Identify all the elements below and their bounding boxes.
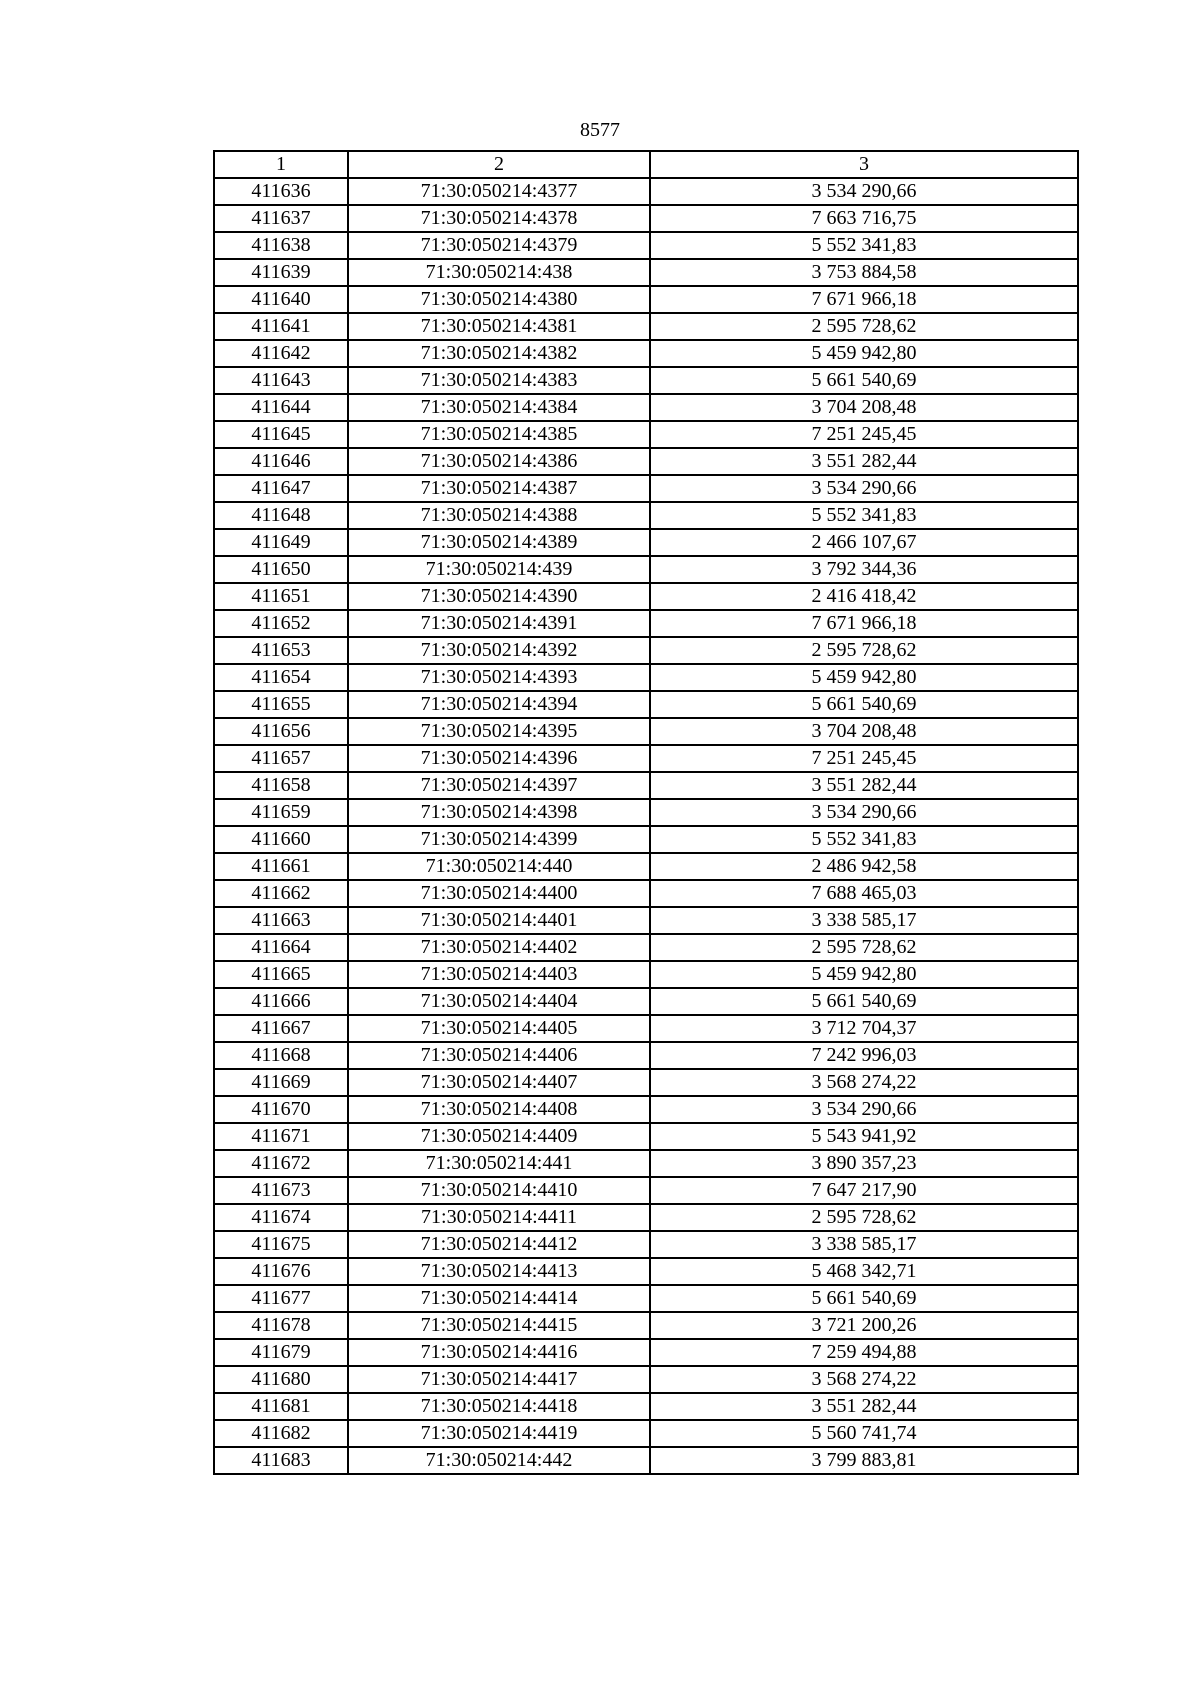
- cadastral-number-cell: 71:30:050214:4387: [348, 475, 650, 502]
- cadastral-number-cell: 71:30:050214:4394: [348, 691, 650, 718]
- cadastral-number-cell: 71:30:050214:438: [348, 259, 650, 286]
- cadastral-value-cell: 3 534 290,66: [650, 475, 1078, 502]
- cadastral-number-cell: 71:30:050214:4378: [348, 205, 650, 232]
- cadastral-value-cell: 5 552 341,83: [650, 502, 1078, 529]
- cadastral-number-cell: 71:30:050214:440: [348, 853, 650, 880]
- cadastral-number-cell: 71:30:050214:4413: [348, 1258, 650, 1285]
- cadastral-value-cell: 3 551 282,44: [650, 1393, 1078, 1420]
- row-number-cell: 411647: [214, 475, 348, 502]
- row-number-cell: 411642: [214, 340, 348, 367]
- cadastral-value-cell: 5 560 741,74: [650, 1420, 1078, 1447]
- cadastral-number-cell: 71:30:050214:4391: [348, 610, 650, 637]
- cadastral-value-cell: 2 595 728,62: [650, 1204, 1078, 1231]
- cadastral-value-cell: 3 753 884,58: [650, 259, 1078, 286]
- row-number-cell: 411673: [214, 1177, 348, 1204]
- cadastral-value-cell: 2 486 942,58: [650, 853, 1078, 880]
- cadastral-number-cell: 71:30:050214:4409: [348, 1123, 650, 1150]
- cadastral-value-cell: 5 468 342,71: [650, 1258, 1078, 1285]
- cadastral-number-cell: 71:30:050214:4388: [348, 502, 650, 529]
- cadastral-value-cell: 2 466 107,67: [650, 529, 1078, 556]
- cadastral-number-cell: 71:30:050214:4411: [348, 1204, 650, 1231]
- cadastral-value-cell: 3 551 282,44: [650, 448, 1078, 475]
- cadastral-value-cell: 5 459 942,80: [650, 340, 1078, 367]
- cadastral-value-cell: 7 671 966,18: [650, 610, 1078, 637]
- row-number-cell: 411663: [214, 907, 348, 934]
- table-row: [214, 1312, 1078, 1339]
- row-number-cell: 411674: [214, 1204, 348, 1231]
- table-header: [214, 151, 1078, 178]
- cadastral-number-cell: 71:30:050214:4416: [348, 1339, 650, 1366]
- table-row: [214, 529, 1078, 556]
- table-row: [214, 556, 1078, 583]
- cadastral-value-cell: 7 259 494,88: [650, 1339, 1078, 1366]
- row-number-cell: 411677: [214, 1285, 348, 1312]
- cadastral-value-cell: 7 251 245,45: [650, 745, 1078, 772]
- table-row: [214, 1042, 1078, 1069]
- row-number-cell: 411668: [214, 1042, 348, 1069]
- table-row: [214, 448, 1078, 475]
- column-header-2: 2: [348, 151, 650, 178]
- cadastral-value-cell: 3 534 290,66: [650, 799, 1078, 826]
- cadastral-number-cell: 71:30:050214:4393: [348, 664, 650, 691]
- row-number-cell: 411678: [214, 1312, 348, 1339]
- cadastral-value-cell: 3 534 290,66: [650, 178, 1078, 205]
- table-row: [214, 259, 1078, 286]
- table-row: [214, 1285, 1078, 1312]
- table-row: [214, 1015, 1078, 1042]
- cadastral-number-cell: 71:30:050214:4414: [348, 1285, 650, 1312]
- table-row: [214, 880, 1078, 907]
- cadastral-value-cell: 5 459 942,80: [650, 664, 1078, 691]
- cadastral-value-cell: 3 338 585,17: [650, 907, 1078, 934]
- cadastral-value-cell: 3 551 282,44: [650, 772, 1078, 799]
- table-row: [214, 1420, 1078, 1447]
- table-row: [214, 502, 1078, 529]
- row-number-cell: 411665: [214, 961, 348, 988]
- row-number-cell: 411648: [214, 502, 348, 529]
- table-row: [214, 475, 1078, 502]
- cadastral-number-cell: 71:30:050214:442: [348, 1447, 650, 1474]
- cadastral-number-cell: 71:30:050214:4399: [348, 826, 650, 853]
- cadastral-number-cell: 71:30:050214:439: [348, 556, 650, 583]
- cadastral-value-table: [213, 150, 1079, 1475]
- row-number-cell: 411658: [214, 772, 348, 799]
- row-number-cell: 411680: [214, 1366, 348, 1393]
- cadastral-number-cell: 71:30:050214:4401: [348, 907, 650, 934]
- cadastral-number-cell: 71:30:050214:4379: [348, 232, 650, 259]
- cadastral-value-cell: 5 661 540,69: [650, 988, 1078, 1015]
- cadastral-number-cell: 71:30:050214:4410: [348, 1177, 650, 1204]
- cadastral-number-cell: 71:30:050214:4392: [348, 637, 650, 664]
- page-number: 8577: [580, 119, 620, 141]
- table-row: [214, 934, 1078, 961]
- row-number-cell: 411650: [214, 556, 348, 583]
- table-row: [214, 1366, 1078, 1393]
- table-row: [214, 853, 1078, 880]
- row-number-cell: 411672: [214, 1150, 348, 1177]
- cadastral-value-cell: 7 688 465,03: [650, 880, 1078, 907]
- cadastral-value-cell: 5 552 341,83: [650, 232, 1078, 259]
- cadastral-number-cell: 71:30:050214:4398: [348, 799, 650, 826]
- cadastral-value-cell: 5 661 540,69: [650, 367, 1078, 394]
- table-row: [214, 232, 1078, 259]
- table-row: [214, 1150, 1078, 1177]
- table-row: [214, 799, 1078, 826]
- cadastral-number-cell: 71:30:050214:441: [348, 1150, 650, 1177]
- cadastral-number-cell: 71:30:050214:4408: [348, 1096, 650, 1123]
- cadastral-value-cell: 5 543 941,92: [650, 1123, 1078, 1150]
- table-row: [214, 1258, 1078, 1285]
- table-row: [214, 286, 1078, 313]
- cadastral-number-cell: 71:30:050214:4381: [348, 313, 650, 340]
- row-number-cell: 411660: [214, 826, 348, 853]
- row-number-cell: 411670: [214, 1096, 348, 1123]
- row-number-cell: 411645: [214, 421, 348, 448]
- table-row: [214, 1096, 1078, 1123]
- row-number-cell: 411657: [214, 745, 348, 772]
- cadastral-number-cell: 71:30:050214:4415: [348, 1312, 650, 1339]
- table-row: [214, 1393, 1078, 1420]
- cadastral-value-cell: 3 568 274,22: [650, 1366, 1078, 1393]
- cadastral-value-cell: 3 338 585,17: [650, 1231, 1078, 1258]
- table-row: [214, 1447, 1078, 1474]
- row-number-cell: 411636: [214, 178, 348, 205]
- cadastral-value-cell: 2 595 728,62: [650, 934, 1078, 961]
- row-number-cell: 411681: [214, 1393, 348, 1420]
- cadastral-value-cell: 3 792 344,36: [650, 556, 1078, 583]
- table-row: [214, 1231, 1078, 1258]
- cadastral-value-cell: 5 661 540,69: [650, 691, 1078, 718]
- row-number-cell: 411653: [214, 637, 348, 664]
- row-number-cell: 411643: [214, 367, 348, 394]
- row-number-cell: 411675: [214, 1231, 348, 1258]
- cadastral-number-cell: 71:30:050214:4419: [348, 1420, 650, 1447]
- cadastral-number-cell: 71:30:050214:4386: [348, 448, 650, 475]
- cadastral-number-cell: 71:30:050214:4397: [348, 772, 650, 799]
- table-row: [214, 988, 1078, 1015]
- row-number-cell: 411683: [214, 1447, 348, 1474]
- cadastral-number-cell: 71:30:050214:4377: [348, 178, 650, 205]
- cadastral-value-cell: 5 552 341,83: [650, 826, 1078, 853]
- row-number-cell: 411652: [214, 610, 348, 637]
- table-row: [214, 583, 1078, 610]
- cadastral-value-cell: 5 661 540,69: [650, 1285, 1078, 1312]
- table-row: [214, 1339, 1078, 1366]
- table-row: [214, 1123, 1078, 1150]
- cadastral-number-cell: 71:30:050214:4407: [348, 1069, 650, 1096]
- table-row: [214, 205, 1078, 232]
- cadastral-value-cell: 2 595 728,62: [650, 637, 1078, 664]
- row-number-cell: 411644: [214, 394, 348, 421]
- table-row: [214, 907, 1078, 934]
- table-row: [214, 718, 1078, 745]
- header-row: [214, 151, 1078, 178]
- table-row: [214, 961, 1078, 988]
- cadastral-value-cell: 5 459 942,80: [650, 961, 1078, 988]
- table-row: [214, 1204, 1078, 1231]
- row-number-cell: 411661: [214, 853, 348, 880]
- cadastral-number-cell: 71:30:050214:4418: [348, 1393, 650, 1420]
- cadastral-value-cell: 7 251 245,45: [650, 421, 1078, 448]
- row-number-cell: 411659: [214, 799, 348, 826]
- table-row: [214, 826, 1078, 853]
- cadastral-value-cell: 3 704 208,48: [650, 718, 1078, 745]
- table-row: [214, 691, 1078, 718]
- cadastral-number-cell: 71:30:050214:4417: [348, 1366, 650, 1393]
- row-number-cell: 411682: [214, 1420, 348, 1447]
- table-row: [214, 637, 1078, 664]
- row-number-cell: 411667: [214, 1015, 348, 1042]
- table-row: [214, 178, 1078, 205]
- cadastral-value-cell: 3 712 704,37: [650, 1015, 1078, 1042]
- column-header-3: 3: [650, 151, 1078, 178]
- cadastral-number-cell: 71:30:050214:4395: [348, 718, 650, 745]
- table-body: [214, 178, 1078, 1474]
- row-number-cell: 411640: [214, 286, 348, 313]
- column-header-1: 1: [214, 151, 348, 178]
- cadastral-number-cell: 71:30:050214:4402: [348, 934, 650, 961]
- table-row: [214, 367, 1078, 394]
- row-number-cell: 411679: [214, 1339, 348, 1366]
- row-number-cell: 411664: [214, 934, 348, 961]
- cadastral-number-cell: 71:30:050214:4390: [348, 583, 650, 610]
- cadastral-number-cell: 71:30:050214:4400: [348, 880, 650, 907]
- cadastral-number-cell: 71:30:050214:4389: [348, 529, 650, 556]
- row-number-cell: 411646: [214, 448, 348, 475]
- table-row: [214, 394, 1078, 421]
- cadastral-number-cell: 71:30:050214:4380: [348, 286, 650, 313]
- table-row: [214, 421, 1078, 448]
- row-number-cell: 411669: [214, 1069, 348, 1096]
- cadastral-number-cell: 71:30:050214:4403: [348, 961, 650, 988]
- cadastral-number-cell: 71:30:050214:4383: [348, 367, 650, 394]
- table-row: [214, 1069, 1078, 1096]
- table-row: [214, 772, 1078, 799]
- cadastral-number-cell: 71:30:050214:4384: [348, 394, 650, 421]
- table-row: [214, 1177, 1078, 1204]
- cadastral-value-cell: 3 890 357,23: [650, 1150, 1078, 1177]
- row-number-cell: 411641: [214, 313, 348, 340]
- cadastral-number-cell: 71:30:050214:4405: [348, 1015, 650, 1042]
- cadastral-value-cell: 3 799 883,81: [650, 1447, 1078, 1474]
- cadastral-value-cell: 7 663 716,75: [650, 205, 1078, 232]
- row-number-cell: 411676: [214, 1258, 348, 1285]
- row-number-cell: 411671: [214, 1123, 348, 1150]
- table-row: [214, 610, 1078, 637]
- row-number-cell: 411651: [214, 583, 348, 610]
- cadastral-value-cell: 3 534 290,66: [650, 1096, 1078, 1123]
- cadastral-value-cell: 3 721 200,26: [650, 1312, 1078, 1339]
- cadastral-number-cell: 71:30:050214:4406: [348, 1042, 650, 1069]
- cadastral-value-cell: 2 595 728,62: [650, 313, 1078, 340]
- row-number-cell: 411654: [214, 664, 348, 691]
- cadastral-value-cell: 3 568 274,22: [650, 1069, 1078, 1096]
- row-number-cell: 411639: [214, 259, 348, 286]
- cadastral-value-cell: 7 671 966,18: [650, 286, 1078, 313]
- row-number-cell: 411637: [214, 205, 348, 232]
- cadastral-value-cell: 7 242 996,03: [650, 1042, 1078, 1069]
- cadastral-number-cell: 71:30:050214:4382: [348, 340, 650, 367]
- cadastral-number-cell: 71:30:050214:4385: [348, 421, 650, 448]
- table-row: [214, 745, 1078, 772]
- row-number-cell: 411655: [214, 691, 348, 718]
- row-number-cell: 411666: [214, 988, 348, 1015]
- cadastral-number-cell: 71:30:050214:4396: [348, 745, 650, 772]
- row-number-cell: 411656: [214, 718, 348, 745]
- cadastral-value-cell: 7 647 217,90: [650, 1177, 1078, 1204]
- table-row: [214, 313, 1078, 340]
- cadastral-value-cell: 3 704 208,48: [650, 394, 1078, 421]
- row-number-cell: 411662: [214, 880, 348, 907]
- row-number-cell: 411638: [214, 232, 348, 259]
- cadastral-number-cell: 71:30:050214:4412: [348, 1231, 650, 1258]
- cadastral-number-cell: 71:30:050214:4404: [348, 988, 650, 1015]
- cadastral-value-cell: 2 416 418,42: [650, 583, 1078, 610]
- row-number-cell: 411649: [214, 529, 348, 556]
- table-row: [214, 664, 1078, 691]
- table-row: [214, 340, 1078, 367]
